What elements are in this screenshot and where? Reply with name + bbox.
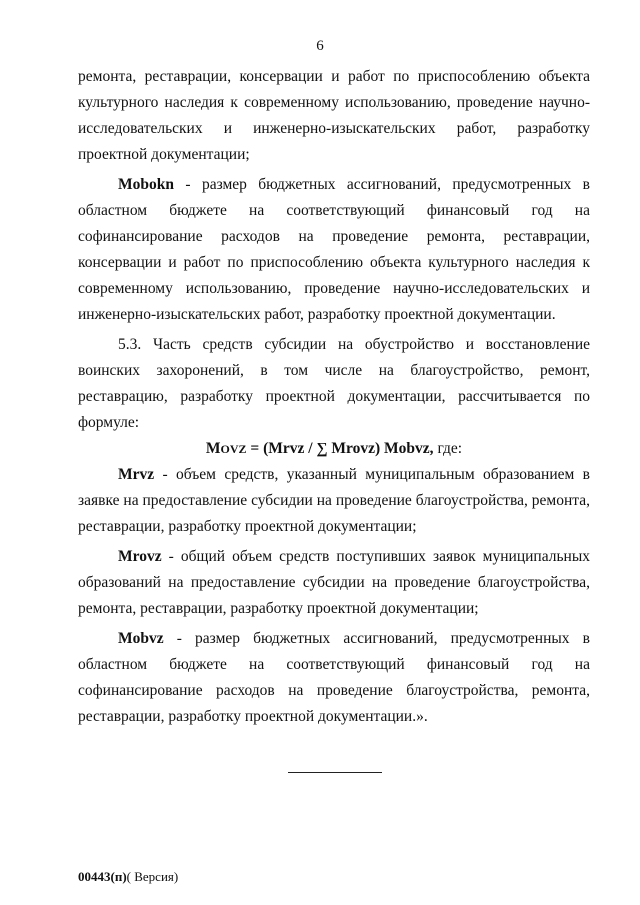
- formula-lhs-subscript: OVZ: [220, 442, 247, 456]
- definition-mrvz-text: - объем средств, указанный муниципальным образованием в заявке на предоставление субсидии на проведение благоустройства, ремонта, реставрации, разработку проектной документации;: [78, 466, 590, 535]
- definition-mrvz: [78, 462, 590, 540]
- paragraph-5-3: 5.3. Часть средств субсидии на обустройство и восстановление воинских захоронений, в том числе на благоустройство, ремонт, реставрацию, разработку проектной документации, рассчитывается по формуле:: [78, 336, 590, 431]
- formula-suffix: где:: [433, 440, 463, 457]
- formula: [78, 436, 590, 462]
- term-mrvz: Mrvz: [118, 466, 155, 483]
- definition-mrovz: [78, 544, 590, 622]
- term-mobvz: Mobvz: [118, 630, 164, 647]
- document-version: ( Версия): [126, 869, 179, 884]
- term-mobokn: Mobokn: [118, 176, 174, 193]
- page-number: 6: [316, 38, 324, 54]
- document-body: [78, 64, 590, 730]
- footer: [78, 869, 178, 885]
- definition-mobokn-text: - размер бюджетных ассигнований, предусмотренных в областном бюджете на соответствующий финансовый год на софинансирование расходов на проведение ремонта, реставрации, консервации и работ по приспособлению объекта культурного наследия к современному использованию, проведение научно-исследовательских и инженерно-изыскательских работ, разработку проектной документации.: [78, 176, 590, 323]
- definition-mobvz-text: - размер бюджетных ассигнований, предусмотренных в областном бюджете на соответствующий финансовый год на софинансирование расходов на проведение благоустройства, ремонта, реставрации, разработку проектной документации.».: [78, 630, 590, 725]
- formula-lhs: M: [205, 440, 221, 457]
- term-mrovz: Mrovz: [118, 548, 162, 565]
- paragraph-continuation: ремонта, реставрации, консервации и работ по приспособлению объекта культурного наследия к современному использованию, проведение научно-исследовательских и инженерно-изыскательских работ, разработку проектной документации;: [78, 68, 590, 163]
- definition-mrovz-text: - общий объем средств поступивших заявок муниципальных образований на предоставление субсидии на проведение благоустройства, ремонта, реставрации, разработку проектной документации;: [78, 548, 590, 617]
- formula-rhs: = (Mrvz / ∑ Mrovz) Mobvz,: [246, 440, 434, 457]
- definition-mobvz: [78, 626, 590, 730]
- definition-mobokn: [78, 172, 590, 328]
- document-code: 00443(п): [78, 869, 127, 884]
- end-separator-line: [288, 772, 382, 773]
